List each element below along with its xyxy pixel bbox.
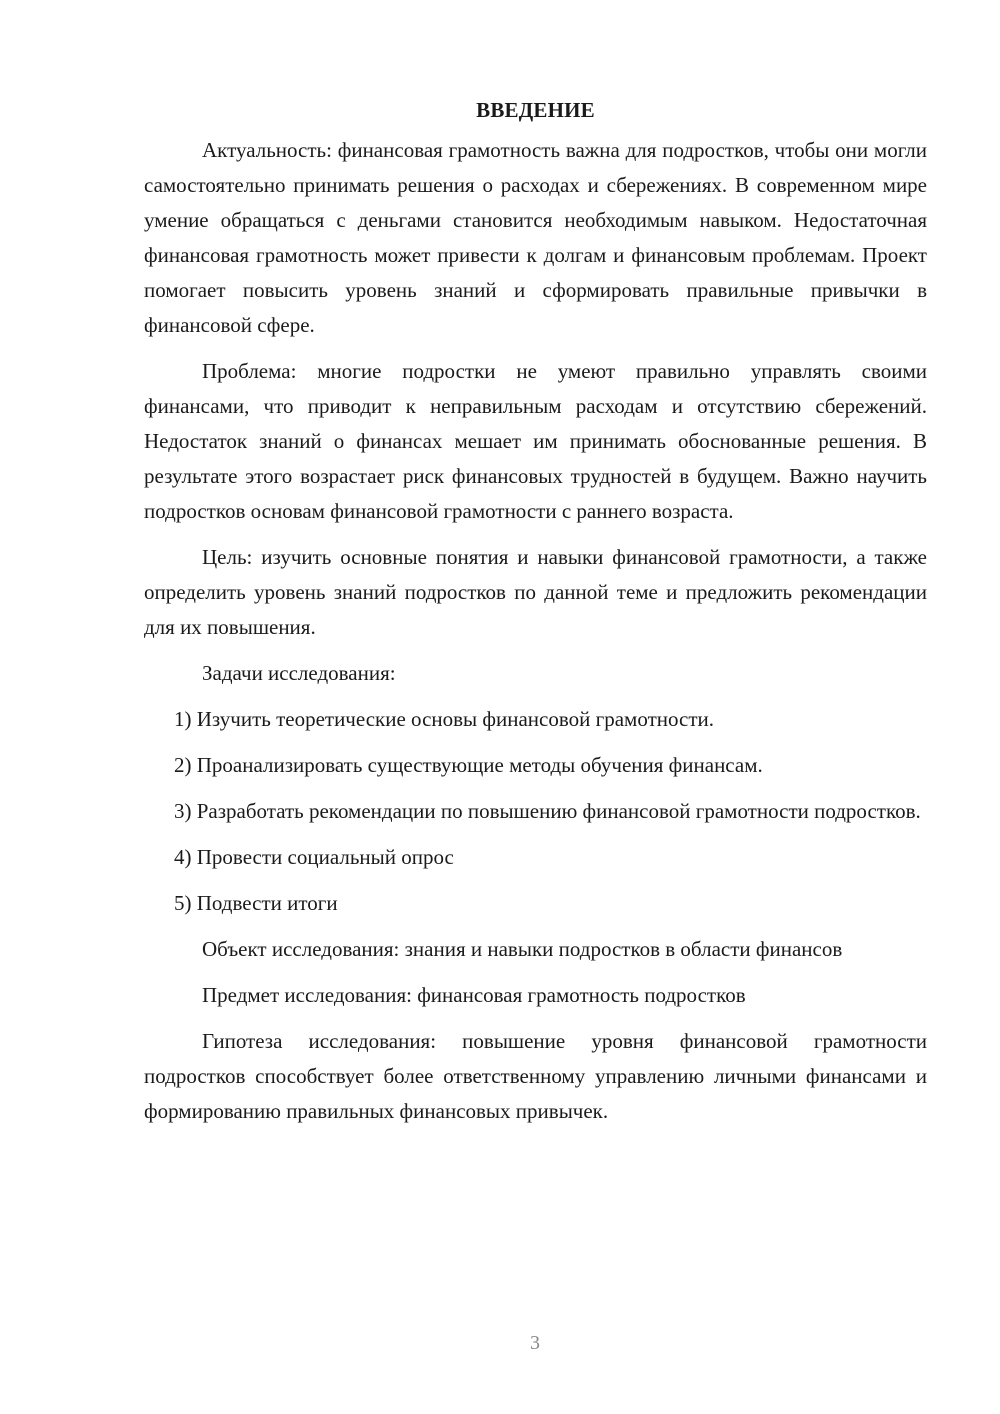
tasks-heading: Задачи исследования:: [202, 661, 396, 685]
task-item: 5) Подвести итоги: [174, 891, 338, 915]
document-page: [144, 88, 927, 1140]
page-number: 3: [530, 1332, 540, 1354]
task-item: 4) Провести социальный опрос: [174, 845, 454, 869]
problem-paragraph: Проблема: многие подростки не умеют правильно управлять своими финансами, что приводит к неправильным расходам и отсутствию сбережений. Недостаток знаний о финансах мешает им принимать обоснованные решения. В результате этого возрастает риск финансовых трудностей в будущем. Важно научить подростков основам финансовой грамотности с раннего возраста.: [144, 359, 927, 523]
hypothesis-paragraph: Гипотеза исследования: повышение уровня финансовой грамотности подростков способствует более ответственному управлению личными финансами и формированию правильных финансовых привычек.: [144, 1029, 927, 1123]
relevance-paragraph: Актуальность: финансовая грамотность важна для подростков, чтобы они могли самостоятельно принимать решения о расходах и сбережениях. В современном мире умение обращаться с деньгами становится необходимым навыком. Недостаточная финансовая грамотность может привести к долгам и финансовым проблемам. Проект помогает повысить уровень знаний и сформировать правильные привычки в финансовой сфере.: [144, 138, 927, 337]
task-item: 1) Изучить теоретические основы финансовой грамотности.: [174, 707, 714, 731]
object-paragraph: Объект исследования: знания и навыки подростков в области финансов: [202, 937, 843, 961]
subject-paragraph: Предмет исследования: финансовая грамотность подростков: [202, 983, 746, 1007]
page-title: ВВЕДЕНИЕ: [476, 98, 595, 122]
task-item: 2) Проанализировать существующие методы обучения финансам.: [174, 753, 763, 777]
task-item: 3) Разработать рекомендации по повышению финансовой грамотности подростков.: [174, 799, 921, 823]
tasks-list: [144, 702, 927, 921]
goal-paragraph: Цель: изучить основные понятия и навыки финансовой грамотности, а также определить уровень знаний подростков по данной теме и предложить рекомендации для их повышения.: [144, 545, 927, 639]
